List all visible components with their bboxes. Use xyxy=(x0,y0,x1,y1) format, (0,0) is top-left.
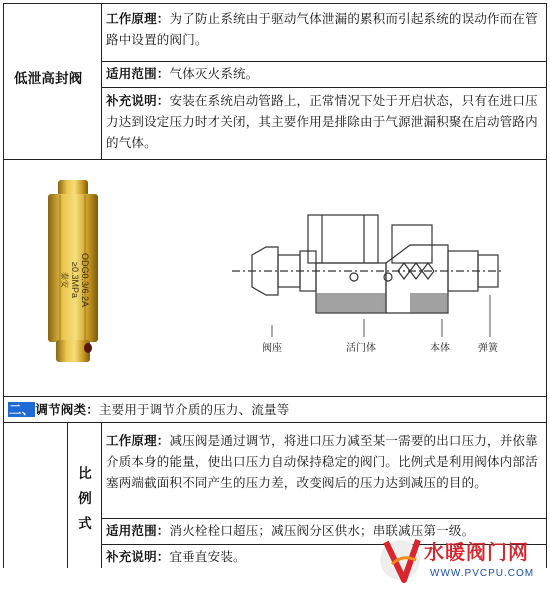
label-column-divider-bottom xyxy=(101,422,102,568)
section-title: 调节阀类 xyxy=(35,402,87,417)
engraving-maker: 泰安 xyxy=(60,272,69,288)
row1-label: 低泄高封阀 xyxy=(14,71,83,87)
row1-principle xyxy=(106,8,542,50)
row2-principle xyxy=(106,430,542,493)
valve-section-diagram xyxy=(232,205,514,365)
section-desc: 主要用于调节介质的压力、流量等 xyxy=(98,402,290,417)
section-header xyxy=(8,399,544,420)
row-divider-2 xyxy=(101,87,547,88)
row1-note xyxy=(106,90,542,153)
label-column-divider-top xyxy=(101,3,102,159)
row2-note-text: 宜垂直安装。 xyxy=(169,549,246,564)
row1-scope-title: 适用范围： xyxy=(106,66,170,81)
row1-note-text: 安装在系统启动管路上，正常情况下处于开启状态，只有在进口压力达到设定压力时才关闭，其主要作用是排除由于气源泄漏积聚在启动管路内的气体。 xyxy=(106,93,538,150)
section-number: 二、 xyxy=(9,402,35,417)
row-divider-5 xyxy=(3,422,547,423)
row1-note-title: 补充说明： xyxy=(106,93,170,108)
row-divider-1 xyxy=(101,61,547,62)
row2-label-char-1: 比 xyxy=(78,466,92,482)
row-divider-6 xyxy=(101,518,547,519)
row2-scope-title: 适用范围： xyxy=(106,523,170,538)
row1-principle-title: 工作原理： xyxy=(106,11,170,26)
row-divider-4 xyxy=(3,396,547,397)
watermark-url: WWW.PVCPU.COM xyxy=(430,568,535,579)
row2-scope-text: 消火栓栓口超压；减压阀分区供水；串联减压第一级。 xyxy=(169,523,475,538)
row2-note xyxy=(106,546,406,567)
row-divider-3 xyxy=(3,159,547,160)
table-border-left xyxy=(3,3,4,568)
watermark-name: 水暖阀门网 xyxy=(424,540,529,564)
watermark xyxy=(378,530,548,590)
row1-scope xyxy=(106,63,542,84)
row2-principle-text: 减压阀是通过调节，将进口压力减至某一需要的出口压力，并依靠介质本身的能量，使出口压力自动保持稳定的阀门。比例式是利用阀体内部活塞两端截面积不同产生的压力差，改变阀后的压力达到减压的目的。 xyxy=(106,433,538,490)
row2-label-char-3: 式 xyxy=(78,516,92,532)
row2-principle-title: 工作原理： xyxy=(106,433,170,448)
row1-principle-text: 为了防止系统由于驱动气体泄漏的累积而引起系统的误动作而在管路中设置的阀门。 xyxy=(106,11,538,47)
diagram-label-body: 本体 xyxy=(430,343,450,354)
row1-scope-text: 气体灭火系统。 xyxy=(169,66,259,81)
section-colon: ： xyxy=(86,402,99,417)
diagram-label-spring: 弹簧 xyxy=(478,343,498,354)
diagram-label-disc: 活门体 xyxy=(346,343,376,354)
engraving-model: ODG0.3/6.2A xyxy=(80,252,90,308)
inner-divider-left xyxy=(67,422,68,568)
diagram-label-seat: 阀座 xyxy=(262,343,282,354)
table-border-top xyxy=(3,3,547,4)
valve-photo xyxy=(38,180,110,370)
watermark-logo-icon xyxy=(378,534,424,586)
row2-label-char-2: 例 xyxy=(78,491,92,507)
engraving-pressure: ≥0.3MPa xyxy=(70,262,80,298)
row2-note-title: 补充说明： xyxy=(106,549,170,564)
